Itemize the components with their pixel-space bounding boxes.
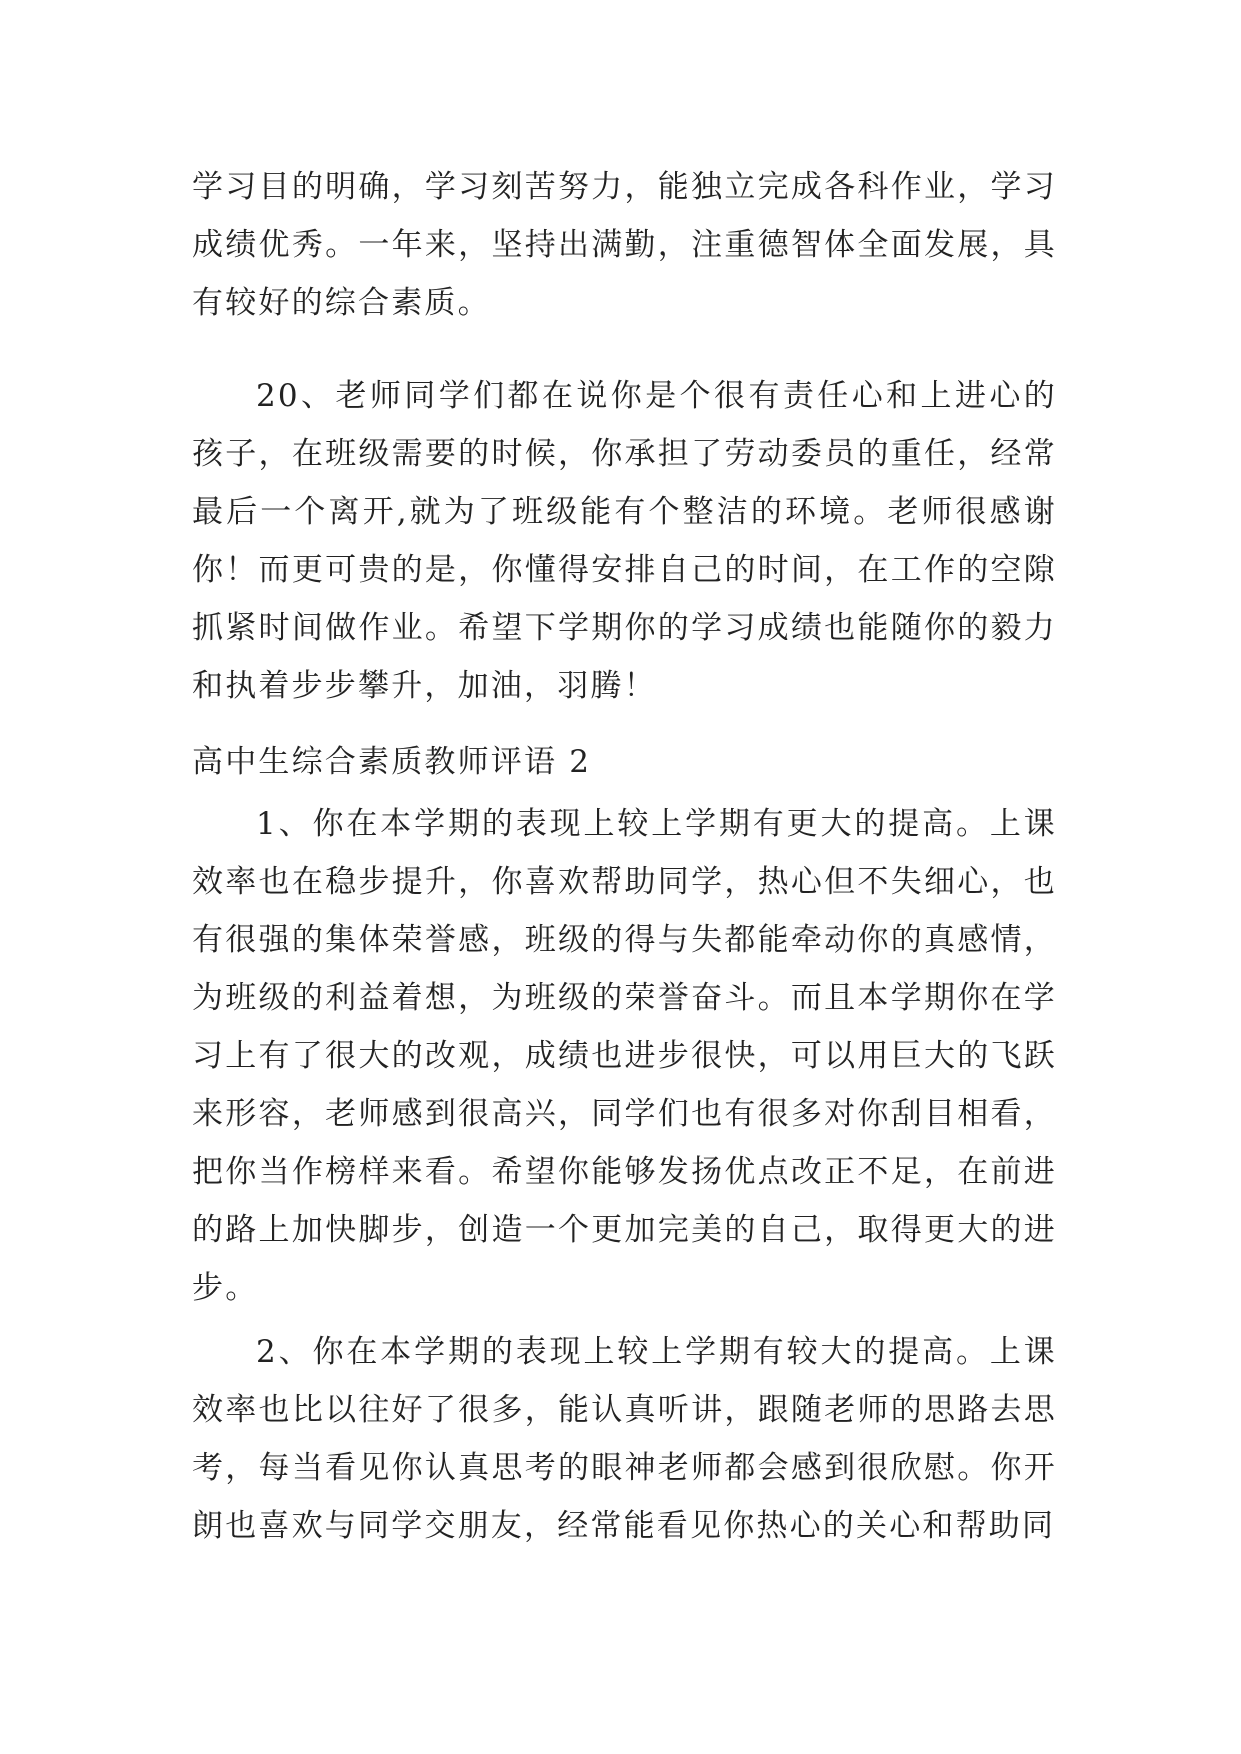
comment-paragraph-20: 20、老师同学们都在说你是个很有责任心和上进心的孩子，在班级需要的时候，你承担了劳动委员的重任，经常最后一个离开,就为了班级能有个整洁的环境。老师很感谢你！而更可贵的是，你懂得安排自己的时间，在工作的空隙抓紧时间做作业。希望下学期你的学习成绩也能随你的毅力和执着步步攀升，加油，羽腾！: [192, 378, 1057, 704]
comment-paragraph-1: 1、你在本学期的表现上较上学期有更大的提高。上课效率也在稳步提升，你喜欢帮助同学，热心但不失细心，也有很强的集体荣誉感，班级的得与失都能牵动你的真感情，为班级的利益着想，为班级的荣誉奋斗。而且本学期你在学习上有了很大的改观，成绩也进步很快，可以用巨大的飞跃来形容，老师感到很高兴，同学们也有很多对你刮目相看，把你当作榜样来看。希望你能够发扬优点改正不足，在前进的路上加快脚步，创造一个更加完美的自己，取得更大的进步。: [192, 806, 1057, 1306]
comment-paragraph-2: 2、你在本学期的表现上较上学期有较大的提高。上课效率也比以往好了很多，能认真听讲，跟随老师的思路去思考，每当看见你认真思考的眼神老师都会感到很欣慰。你开朗也喜欢与同学交朋友，经常能看见你热心的关心和帮助同: [192, 1334, 1057, 1544]
continued-paragraph: 学习目的明确，学习刻苦努力，能独立完成各科作业，学习成绩优秀。一年来，坚持出满勤，注重德智体全面发展，具有较好的综合素质。: [192, 169, 1057, 321]
section-heading: 高中生综合素质教师评语 2: [192, 744, 592, 780]
